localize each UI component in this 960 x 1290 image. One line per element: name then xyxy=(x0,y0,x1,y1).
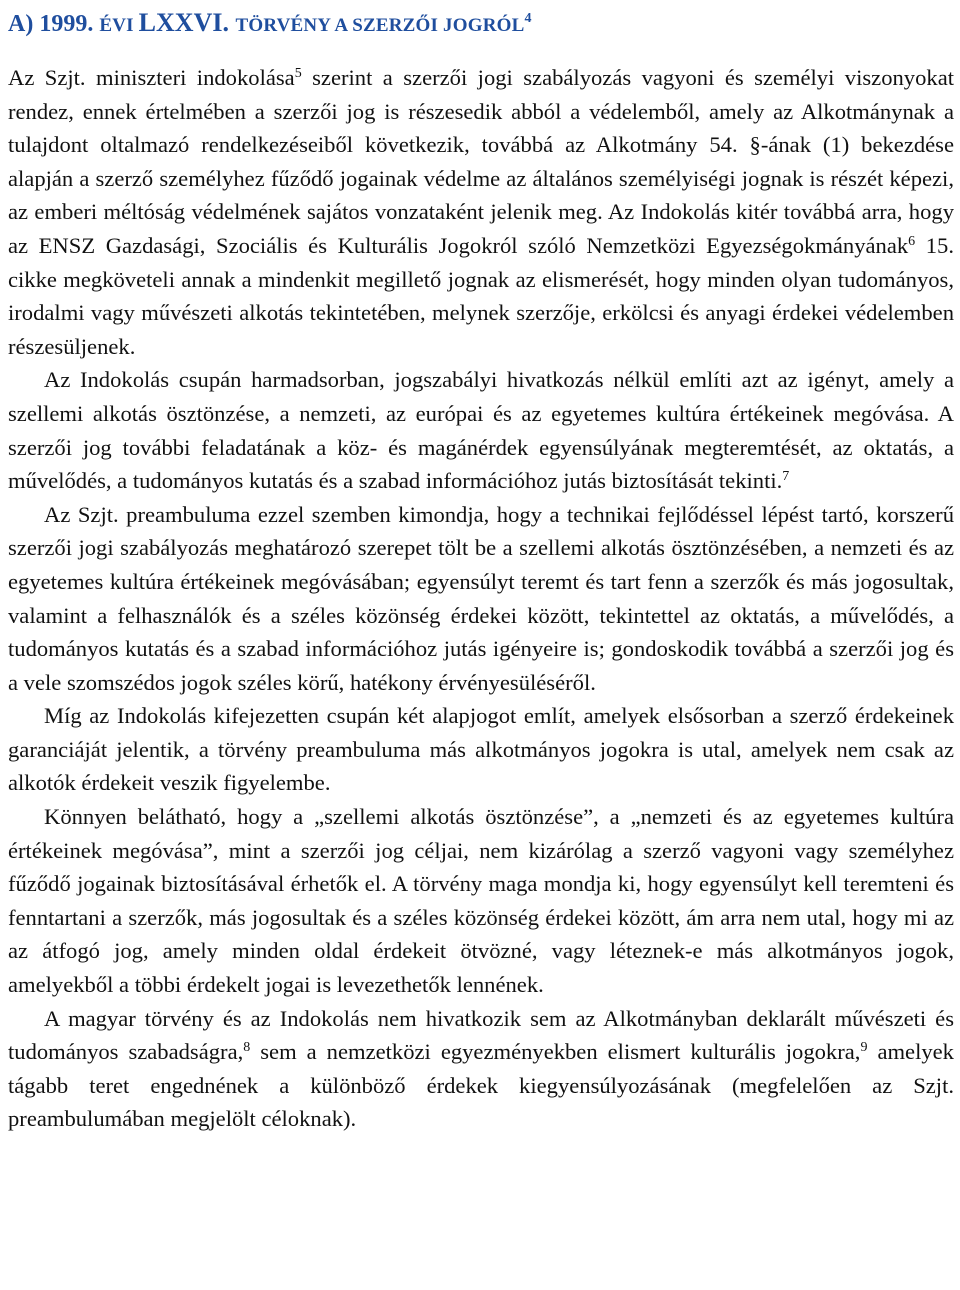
document-page xyxy=(8,6,954,1136)
footnote-ref[interactable]: 6 xyxy=(908,233,916,249)
footnote-ref[interactable]: 8 xyxy=(243,1040,251,1056)
paragraph xyxy=(8,1002,954,1136)
paragraph xyxy=(8,363,954,497)
body-text xyxy=(8,61,954,1136)
section-heading xyxy=(8,6,954,43)
footnote-ref[interactable]: 7 xyxy=(782,469,790,485)
paragraph-text: sem a nemzetközi egyezményekben elismert kulturális jogokra, xyxy=(250,1039,861,1065)
heading-number: LXXVI. xyxy=(138,8,236,37)
paragraph-text: A magyar törvény és az Indokolás nem hivatkozik sem az Alkotmányban deklarált művészeti és tudományos szabadságra, xyxy=(8,1005,954,1065)
heading-prefix: A) 1999. xyxy=(8,11,100,37)
paragraph-text: Az Indokolás csupán harmadsorban, jogszabályi hivatkozás nélkül említi azt az igényt, amely a szellemi alkotás ösztönzése, a nemzeti, az európai és az egyetemes kultúra értékeinek megóvása. A szerzői jog további feladatának a köz- és magánérdek egyensúlyának megteremtését, az oktatás, a művelődés, a tudományos kutatás és a szabad információhoz jutás biztosítását tekinti. xyxy=(8,367,954,494)
footnote-ref[interactable]: 9 xyxy=(860,1040,868,1056)
heading-evi: ÉVI xyxy=(99,15,139,36)
paragraph-text: szerint a szerzői jogi szabályozás vagyoni és személyi viszonyokat rendez, ennek értelmében a szerzői jog is részesedik abból a védelemből, amely az Alkotmánynak a tulajdont oltalmazó rendelkezéseiből következik, továbbá az Alkotmány 54. §-ának (1) bekezdése alapján a szerző személyhez fűződő jogainak védelme az általános személyiségi jognak is részét képezi, az emberi méltóság védelmének sajátos vonzataként jelenik meg. Az Indokolás kitér továbbá arra, hogy az ENSZ Gazdasági, Szociális és Kulturális Jogokról szóló Nemzetközi Egyezségokmányának xyxy=(8,65,954,258)
paragraph-text: amelyek tágabb teret engednének a különböző érdekek kiegyensúlyozásának (megfelelően az Szjt. preambulumában megjelölt céloknak). xyxy=(8,1039,954,1132)
paragraph xyxy=(8,699,954,800)
paragraph xyxy=(8,61,954,363)
paragraph-text: Míg az Indokolás kifejezetten csupán két alapjogot említ, amelyek elsősorban a szerző érdekeinek garanciáját jelentik, a törvény preambuluma más alkotmányos jogokra is utal, amelyek nem csak az alkotók érdekeit veszik figyelembe. xyxy=(8,703,954,796)
heading-footnote-ref[interactable]: 4 xyxy=(524,11,532,26)
paragraph-text: Könnyen belátható, hogy a „szellemi alkotás ösztönzése”, a „nemzeti és az egyetemes kultúra értékeinek megóvása”, mint a szerzői jog céljai, nem kizárólag a szerző vagyoni vagy személyhez fűződő jogainak biztosításával érhetők el. A törvény maga mondja ki, hogy egyensúlyt kell teremteni és fenntartani a szerzők, más jogosultak és a széles közönség érdekei között, ám arra nem utal, hogy mi az az átfogó jog, amely minden oldal érdekeit ötvözné, vagy léteznek-e más alkotmányos jogok, amelyekből a többi érdekelt jogai is levezethetők lennének. xyxy=(8,804,954,998)
footnote-ref[interactable]: 5 xyxy=(294,66,302,81)
paragraph xyxy=(8,800,954,1002)
paragraph-text: Az Szjt. miniszteri indokolása xyxy=(8,65,295,90)
paragraph xyxy=(8,498,954,700)
paragraph-text: 15. cikke megköveteli annak a mindenkit megillető jognak az elismerését, hogy minden olyan tudományos, irodalmi vagy művészeti alkotás tekintetében, melynek szerzője, erkölcsi és anyagi érdekei védelemben részesüljenek. xyxy=(8,232,954,359)
paragraph-text: Az Szjt. preambuluma ezzel szemben kimondja, hogy a technikai fejlődéssel lépést tartó, korszerű szerzői jogi szabályozás meghatározó szerepet tölt be a szellemi alkotás ösztönzésében, a nemzeti és az egyetemes kultúra értékeinek megóvásában; egyensúlyt teremt és tart fenn a szerzők és más jogosultak, valamint a felhasználók és a széles közönség érdekei között, tekintettel az oktatás, a művelődés, a tudományos kutatás és a szabad információhoz jutás igényeire is; gondoskodik továbbá a szerzői jog és a vele szomszédos jogok széles körű, hatékony érvényesüléséről. xyxy=(8,501,954,695)
heading-title: TÖRVÉNY A SZERZŐI JOGRÓL xyxy=(235,15,525,36)
